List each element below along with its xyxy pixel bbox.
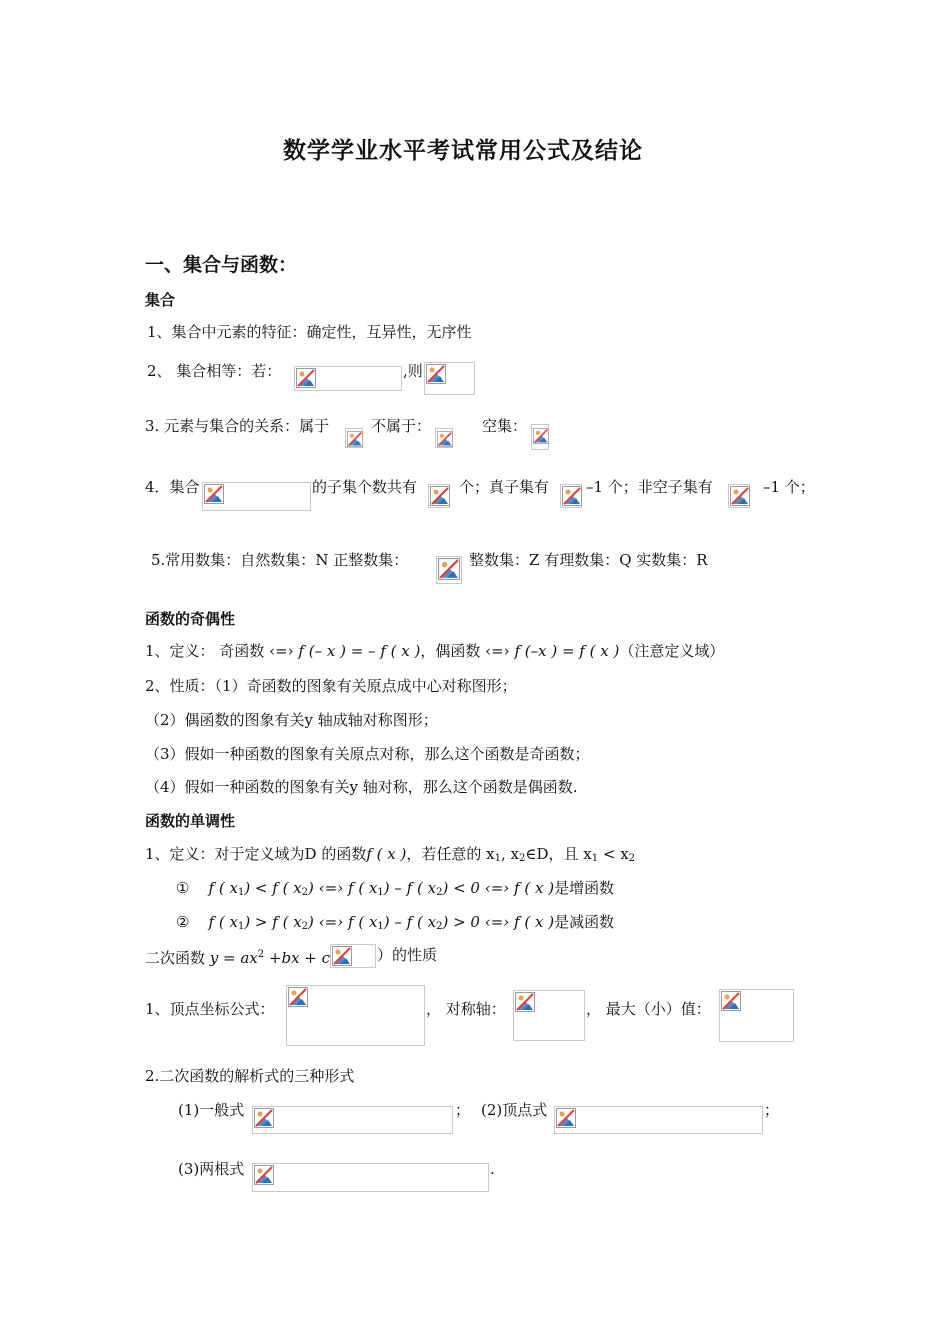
monotonic-definition: 1、定义：对于定义域为D 的函数f ( x )，若任意的 $x_1$, $x_2\in D$，且 $x_1 < x_2$ <box>145 845 636 864</box>
subsection-heading-sets: 集合 <box>145 291 176 309</box>
odd-function-formula: f (– x ) = – f ( x ) <box>298 642 421 660</box>
general-form-label: (1)一般式 <box>178 1101 245 1119</box>
formula-image <box>286 985 425 1046</box>
formula-image <box>531 424 549 450</box>
formula-image <box>202 482 311 511</box>
sets-line-2a: 2、 集合相等：若： <box>147 362 282 380</box>
broken-image-icon <box>347 430 363 448</box>
formula-image <box>719 989 794 1042</box>
formula-image <box>554 1106 763 1134</box>
sets-line-4c: 个；真子集有 <box>459 478 550 496</box>
broken-image-icon <box>438 558 460 580</box>
vertex-form-end: ； <box>764 1101 780 1119</box>
formula-image <box>330 944 376 968</box>
formula-image <box>436 556 462 584</box>
broken-image-icon <box>254 1165 274 1185</box>
quadratic-intro-end: ）的性质 <box>377 946 438 964</box>
sets-line-5b: 整数集：Z 有理数集：Q 实数集：R <box>469 551 708 569</box>
broken-image-icon <box>204 484 224 504</box>
broken-image-icon <box>533 426 549 446</box>
formula-image <box>428 484 450 508</box>
sets-line-3b: 不属于： <box>371 417 432 435</box>
vertex-form-label: (2)顶点式 <box>481 1101 548 1119</box>
monotonic-increasing: ① f ( $x_1) < f$ ( $x_2$) ‹=› f ( $x_1$) – f ( $x_2) < 0$ ‹=› f ( x )是增函数 <box>176 879 615 898</box>
root-form-end: . <box>490 1160 495 1178</box>
broken-image-icon <box>288 987 308 1007</box>
subsection-heading-monotonic: 函数的单调性 <box>145 812 236 830</box>
sets-line-1: 1、集合中元素的特征：确定性，互异性，无序性 <box>147 323 472 341</box>
parity-property-1: 2、性质：（1）奇函数的图象有关原点成中心对称图形； <box>145 677 517 695</box>
broken-image-icon <box>515 992 535 1012</box>
vertex-label: 1、顶点坐标公式： <box>145 1000 275 1018</box>
formula-image <box>294 366 402 391</box>
broken-image-icon <box>430 486 450 506</box>
formula-image <box>728 484 750 508</box>
sets-line-4e: –1 个； <box>763 478 815 496</box>
formula-image <box>435 428 453 448</box>
formula-image <box>560 484 582 508</box>
sets-line-3a: 3. 元素与集合的关系：属于 <box>145 417 330 435</box>
section-heading: 一、集合与函数： <box>145 254 298 276</box>
formula-image <box>252 1163 489 1192</box>
parity-property-2: （2）偶函数的图象有关y 轴成轴对称图形； <box>145 711 438 729</box>
broken-image-icon <box>426 364 446 384</box>
broken-image-icon <box>332 946 352 966</box>
sets-line-5a: 5.常用数集：自然数集：N 正整数集： <box>151 551 409 569</box>
broken-image-icon <box>296 368 316 388</box>
parity-property-4: （4）假如一种函数的图象有关y 轴对称，那么这个函数是偶函数. <box>145 778 578 796</box>
sets-line-4b: 的子集个数共有 <box>312 478 418 496</box>
axis-label: ， 对称轴： <box>426 1000 506 1018</box>
sets-line-3c: 空集： <box>482 417 528 435</box>
extremum-label: ， 最大（小）值： <box>586 1000 711 1018</box>
broken-image-icon <box>730 486 750 506</box>
quadratic-forms-heading: 2.二次函数的解析式的三种形式 <box>145 1067 355 1085</box>
broken-image-icon <box>562 486 582 506</box>
parity-definition: 1、定义： 奇函数 ‹=› f (– x ) = – f ( x )，偶函数 ‹=› f (–x ) = f ( x )（注意定义域） <box>145 642 725 660</box>
formula-image <box>424 362 475 395</box>
broken-image-icon <box>556 1108 576 1128</box>
subsection-heading-parity: 函数的奇偶性 <box>145 610 236 628</box>
monotonic-decreasing: ② f ( $x_1) > f$ ( $x_2$) ‹=› f ( $x_1$) – f ( $x_2) > 0$ ‹=› f ( x )是减函数 <box>176 913 615 932</box>
formula-image <box>513 990 585 1041</box>
broken-image-icon <box>437 430 453 448</box>
formula-image <box>345 428 363 448</box>
broken-image-icon <box>254 1108 274 1128</box>
formula-image <box>252 1106 453 1134</box>
page-title: 数学学业水平考试常用公式及结论 <box>283 138 643 164</box>
sets-line-4a: 4．集合 <box>145 478 200 496</box>
quadratic-intro: 二次函数 $y = ax^2 +bx + c$ <box>145 949 331 967</box>
root-form-label: (3)两根式 <box>178 1160 245 1178</box>
sets-line-2b: ,则 <box>403 362 423 380</box>
broken-image-icon <box>721 991 741 1011</box>
sets-line-4d: –1 个；非空子集有 <box>586 478 713 496</box>
general-form-end: ； <box>455 1101 471 1119</box>
even-function-formula: f (–x ) = f ( x ) <box>514 642 620 660</box>
parity-property-3: （3）假如一种函数的图象有关原点对称，那么这个函数是奇函数； <box>145 745 590 763</box>
